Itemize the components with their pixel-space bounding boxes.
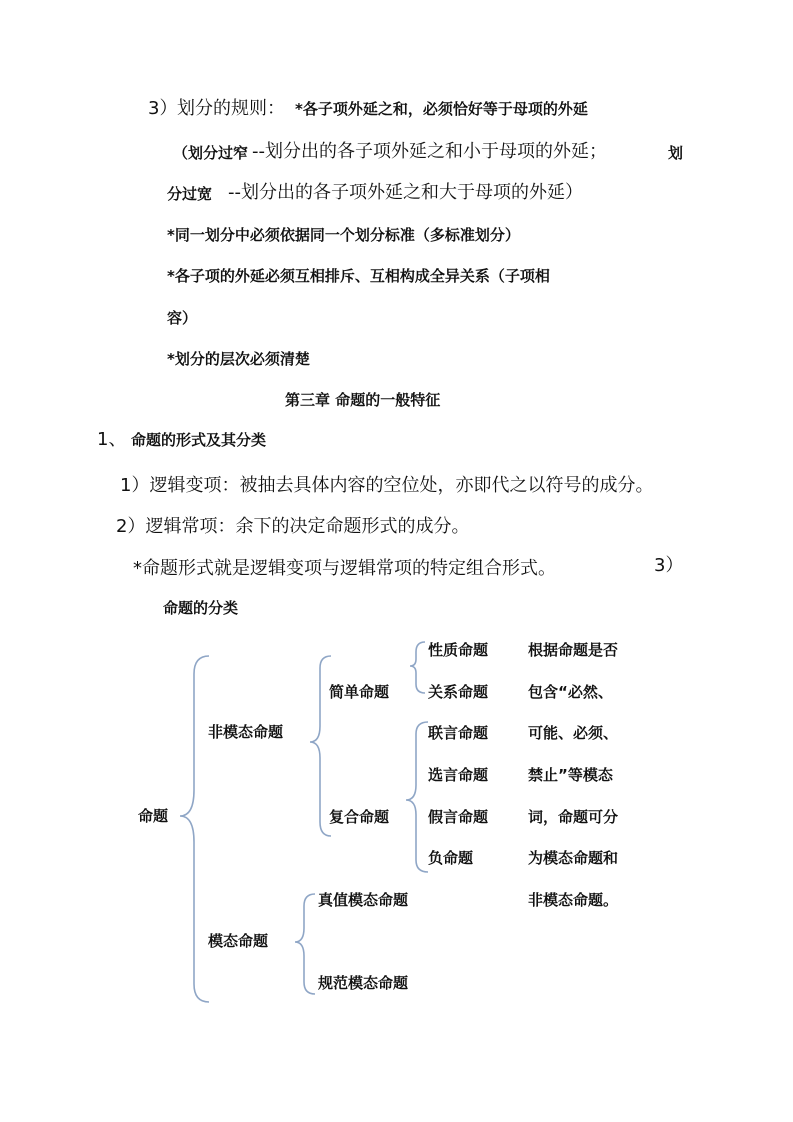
rule-1-note-b-lead: 划 [668,144,684,162]
rule-1: *各子项外延之和，必须恰好等于母项的外延 [295,100,588,118]
side-note-line-6: 为模态命题和 [528,849,619,867]
tree-disjunctive: 选言命题 [428,766,489,784]
side-note-line-1: 根据命题是否 [528,641,619,659]
tree-conjunctive: 联言命题 [428,724,489,742]
root-brace [180,656,209,1002]
proposition-form-note: *命题形式就是逻辑变项与逻辑常项的特定组合形式。 [133,558,556,579]
section-1-title: 命题的形式及其分类 [131,431,267,449]
rule-3-line-1: *各子项的外延必须互相排斥、互相构成全异关系（子项相 [167,267,550,285]
modal-brace [295,894,315,994]
tree-property: 性质命题 [428,641,489,659]
side-note-line-7: 非模态命题。 [528,891,619,909]
logical-variable-item: 1）逻辑变项：被抽去具体内容的空位处，亦即代之以符号的成分。 [120,475,654,496]
tree-non-modal: 非模态命题 [208,723,284,741]
rule-1-note-a: --划分出的各子项外延之和小于母项的外延； [252,141,607,162]
rule-4: *划分的层次必须清楚 [167,350,310,368]
rule-3-line-2: 容） [167,309,198,327]
side-note-line-3: 可能、必须、 [528,724,619,742]
tree-simple: 简单命题 [329,683,390,701]
tree-hypothetical: 假言命题 [428,808,489,826]
rule-2: *同一划分中必须依据同一个划分标准（多标准划分） [167,226,520,244]
tree-compound: 复合命题 [329,808,390,826]
tree-relation: 关系命题 [428,683,489,701]
non-modal-brace [310,656,331,836]
tree-normative-modal: 规范模态命题 [318,974,409,992]
tree-alethic-modal: 真值模态命题 [318,891,409,909]
chapter-title: 第三章 命题的一般特征 [285,391,441,409]
rule-1-note-open: （划分过窄 [173,144,249,162]
rule-1-note-c-lead: 分过宽 [167,185,213,203]
tree-modal: 模态命题 [208,932,269,950]
classification-title: 命题的分类 [163,599,239,617]
side-note-line-5: 词，命题可分 [528,808,619,826]
rules-heading-number: 3） [148,98,178,119]
tree-negative: 负命题 [428,849,474,867]
tree-root: 命题 [138,807,169,825]
compound-brace [406,722,428,872]
rule-1-note-c: --划分出的各子项外延之和大于母项的外延） [228,182,583,203]
simple-brace [410,642,425,693]
next-item-number: 3） [654,555,684,576]
side-note-line-2: 包含“必然、 [528,683,613,701]
section-1-number: 1、 [97,429,127,450]
logical-constant-item: 2）逻辑常项：余下的决定命题形式的成分。 [116,516,470,537]
rules-heading-label: 划分的规则： [177,98,285,119]
side-note-line-4: 禁止”等模态 [528,766,613,784]
